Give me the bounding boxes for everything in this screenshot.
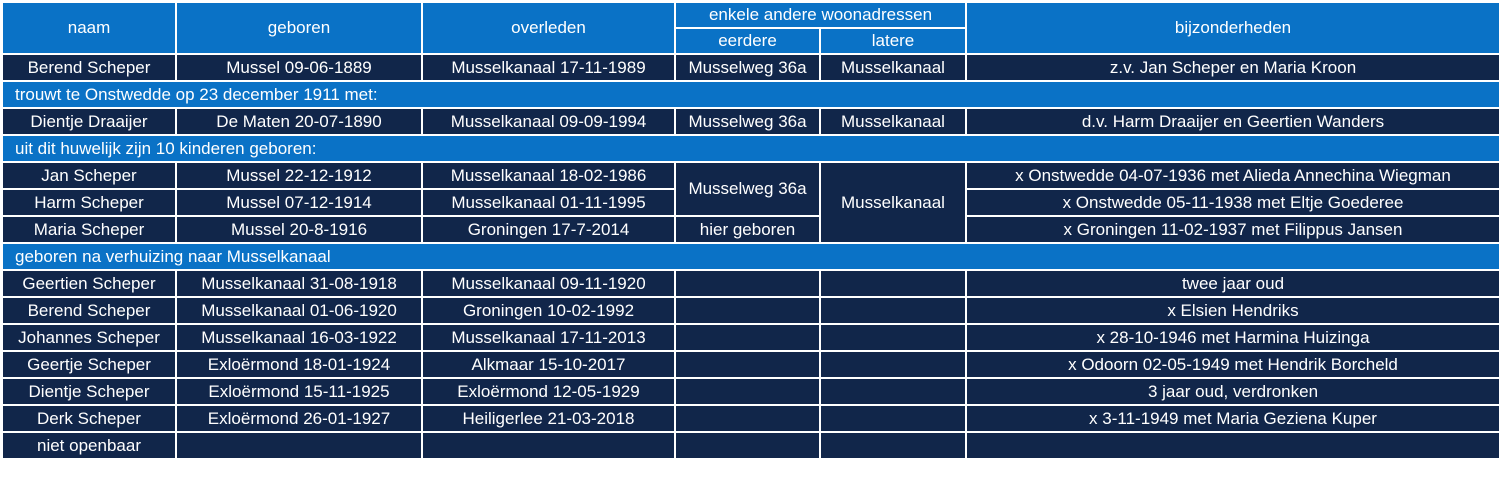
cell-bijzonderheden	[966, 432, 1500, 459]
cell-bijzonderheden: x Odoorn 02-05-1949 met Hendrik Borcheld	[966, 351, 1500, 378]
cell-latere	[820, 405, 966, 432]
cell-bijzonderheden: x Onstwedde 05-11-1938 met Eltje Goederee	[966, 189, 1500, 216]
cell-eerdere: Musselweg 36a	[675, 108, 820, 135]
cell-naam: Derk Scheper	[2, 405, 176, 432]
cell-bijzonderheden: x 3-11-1949 met Maria Geziena Kuper	[966, 405, 1500, 432]
cell-naam: niet openbaar	[2, 432, 176, 459]
header-woonadressen: enkele andere woonadressen	[675, 2, 966, 28]
cell-naam: Berend Scheper	[2, 54, 176, 81]
cell-naam: Harm Scheper	[2, 189, 176, 216]
cell-eerdere	[675, 432, 820, 459]
table-header	[2, 2, 1500, 54]
cell-latere	[820, 378, 966, 405]
cell-latere	[820, 324, 966, 351]
cell-geboren: Musselkanaal 01-06-1920	[176, 297, 422, 324]
table-row	[2, 162, 1500, 189]
cell-naam: Dientje Draaijer	[2, 108, 176, 135]
cell-bijzonderheden: d.v. Harm Draaijer en Geertien Wanders	[966, 108, 1500, 135]
cell-overleden: Musselkanaal 09-11-1920	[422, 270, 675, 297]
cell-bijzonderheden: x 28-10-1946 met Harmina Huizinga	[966, 324, 1500, 351]
cell-eerdere	[675, 405, 820, 432]
cell-eerdere: hier geboren	[675, 216, 820, 243]
table-row	[2, 324, 1500, 351]
cell-naam: Dientje Scheper	[2, 378, 176, 405]
cell-geboren: Mussel 22-12-1912	[176, 162, 422, 189]
cell-overleden: Musselkanaal 01-11-1995	[422, 189, 675, 216]
cell-overleden: Alkmaar 15-10-2017	[422, 351, 675, 378]
children-note: uit dit huwelijk zijn 10 kinderen geboren:	[2, 135, 1500, 162]
table-row	[2, 216, 1500, 243]
section-row-marriage	[2, 81, 1500, 108]
cell-geboren: Mussel 20-8-1916	[176, 216, 422, 243]
table-body	[2, 54, 1500, 270]
cell-latere	[820, 351, 966, 378]
table-body-group2	[2, 270, 1500, 459]
section-row-children	[2, 135, 1500, 162]
cell-eerdere	[675, 378, 820, 405]
cell-eerdere	[675, 297, 820, 324]
section-row-move	[2, 243, 1500, 270]
cell-overleden: Musselkanaal 09-09-1994	[422, 108, 675, 135]
cell-latere	[820, 432, 966, 459]
cell-naam: Johannes Scheper	[2, 324, 176, 351]
table-row	[2, 270, 1500, 297]
cell-eerdere: Musselweg 36a	[675, 54, 820, 81]
header-geboren: geboren	[176, 2, 422, 54]
move-note: geboren na verhuizing naar Musselkanaal	[2, 243, 1500, 270]
cell-eerdere	[675, 351, 820, 378]
cell-eerdere-shared: Musselweg 36a	[675, 162, 820, 216]
header-eerdere: eerdere	[675, 28, 820, 54]
cell-overleden: Heiligerlee 21-03-2018	[422, 405, 675, 432]
cell-geboren	[176, 432, 422, 459]
table-row	[2, 351, 1500, 378]
cell-overleden: Musselkanaal 18-02-1986	[422, 162, 675, 189]
header-latere: latere	[820, 28, 966, 54]
cell-bijzonderheden: x Elsien Hendriks	[966, 297, 1500, 324]
cell-naam: Berend Scheper	[2, 297, 176, 324]
cell-naam: Geertje Scheper	[2, 351, 176, 378]
cell-geboren: Exloërmond 18-01-1924	[176, 351, 422, 378]
cell-naam: Geertien Scheper	[2, 270, 176, 297]
table-row	[2, 297, 1500, 324]
cell-bijzonderheden: twee jaar oud	[966, 270, 1500, 297]
cell-latere: Musselkanaal	[820, 54, 966, 81]
cell-latere-shared: Musselkanaal	[820, 162, 966, 243]
cell-bijzonderheden: x Onstwedde 04-07-1936 met Alieda Annechina Wiegman	[966, 162, 1500, 189]
cell-bijzonderheden: z.v. Jan Scheper en Maria Kroon	[966, 54, 1500, 81]
cell-overleden: Exloërmond 12-05-1929	[422, 378, 675, 405]
cell-geboren: Exloërmond 26-01-1927	[176, 405, 422, 432]
cell-geboren: Mussel 09-06-1889	[176, 54, 422, 81]
cell-bijzonderheden: 3 jaar oud, verdronken	[966, 378, 1500, 405]
cell-geboren: Musselkanaal 31-08-1918	[176, 270, 422, 297]
cell-bijzonderheden: x Groningen 11-02-1937 met Filippus Jansen	[966, 216, 1500, 243]
cell-overleden: Musselkanaal 17-11-2013	[422, 324, 675, 351]
cell-geboren: Musselkanaal 16-03-1922	[176, 324, 422, 351]
cell-eerdere	[675, 270, 820, 297]
cell-geboren: Mussel 07-12-1914	[176, 189, 422, 216]
family-table	[1, 1, 1500, 460]
marriage-note: trouwt te Onstwedde op 23 december 1911 met:	[2, 81, 1500, 108]
table-row	[2, 378, 1500, 405]
cell-latere	[820, 297, 966, 324]
cell-latere	[820, 270, 966, 297]
table-row-father	[2, 54, 1500, 81]
cell-eerdere	[675, 324, 820, 351]
cell-geboren: De Maten 20-07-1890	[176, 108, 422, 135]
table-row	[2, 405, 1500, 432]
table-row-mother	[2, 108, 1500, 135]
header-overleden: overleden	[422, 2, 675, 54]
header-naam: naam	[2, 2, 176, 54]
cell-overleden: Groningen 10-02-1992	[422, 297, 675, 324]
cell-overleden: Musselkanaal 17-11-1989	[422, 54, 675, 81]
header-bijzonderheden: bijzonderheden	[966, 2, 1500, 54]
cell-naam: Jan Scheper	[2, 162, 176, 189]
cell-latere: Musselkanaal	[820, 108, 966, 135]
cell-geboren: Exloërmond 15-11-1925	[176, 378, 422, 405]
cell-naam: Maria Scheper	[2, 216, 176, 243]
table-row	[2, 432, 1500, 459]
cell-overleden	[422, 432, 675, 459]
cell-overleden: Groningen 17-7-2014	[422, 216, 675, 243]
